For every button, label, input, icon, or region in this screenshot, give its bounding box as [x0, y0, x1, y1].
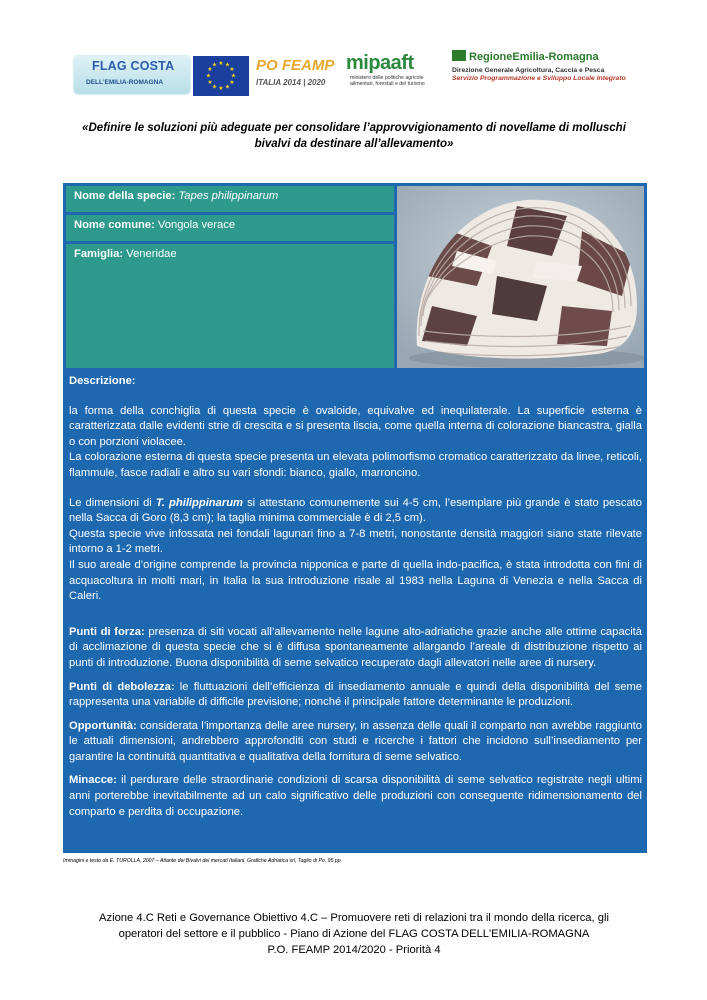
eu-stars-icon — [200, 60, 242, 92]
weaknesses-text: le fluttuazioni dell’efficienza di insediamento annuale e quindi della disponibilità del seme rappresenta una variabile di difficile previsione; nonché il principale fattore determinante le produzioni. — [69, 680, 642, 709]
family-value: Veneridae — [126, 248, 177, 260]
regione-direction: Direzione Generale Agricoltura, Caccia e Pesca — [452, 67, 605, 74]
svg-text:★: ★ — [218, 85, 224, 92]
description-paragraph-2: La colorazione esterna di questa specie presenta un elevata polimorfismo cromatico caratterizzato da linee, reticoli, flammule, fasce radiali e altro su vari sfondi: bianco, giallo, marroncino. — [69, 451, 642, 479]
threats-text: il perdurare delle straordinarie condizioni di scarsa disponibilità di seme selvatico registrate negli ultimi anni porterebbe inevitabilmente ad un calo significativo delle produzioni con conseguente ridimensionamento del comparto e perdita di occupazione. — [69, 774, 642, 818]
mipaaft-line1: ministero delle politiche agricole — [350, 75, 424, 81]
po-feamp-title: PO FEAMP — [256, 57, 335, 74]
svg-text:★: ★ — [229, 78, 235, 86]
header-logos — [74, 48, 634, 104]
description-title — [69, 374, 642, 390]
opportunities-paragraph — [69, 719, 642, 766]
flag-logo-line1: FLAG COSTA — [92, 59, 175, 73]
description-p3-pre: Le dimensioni di — [69, 496, 156, 509]
footer-line-3: P.O. FEAMP 2014/2020 - Priorità 4 — [267, 944, 441, 956]
description-paragraph-4: Questa specie vive infossata nei fondali lagunari fino a 7-8 metri, nonostante densità maggiori siano state rilevate intorno a 1-2 metri. — [69, 527, 642, 556]
svg-text:★: ★ — [211, 61, 218, 69]
opportunities-text: considerata l’importanza delle aree nursery, in assenza delle quali il comparto non avrebbe raggiunto le attuali dimensioni, andrebbero approfonditi con studi e ricerche i fattori che incidono sull’insediamento per garantire la continuità quantitativa e qualitativa della fornitura di seme selvatico. — [69, 719, 642, 763]
flag-logo-line2: DELL'EMILIA-ROMAGNA — [86, 79, 164, 86]
svg-text:★: ★ — [218, 60, 224, 67]
svg-text:★: ★ — [224, 83, 231, 91]
regione-name-text: RegioneEmilia-Romagna — [469, 51, 599, 63]
regione-service: Servizio Programmazione e Sviluppo Locale Integrato — [452, 75, 626, 82]
svg-text:★: ★ — [207, 78, 213, 86]
weaknesses-label: Punti di debolezza: — [69, 680, 175, 693]
footer-line-2: operatori del settore e il pubblico - Piano di Azione del FLAG COSTA DELL'EMILIA-ROMAGNA — [118, 928, 590, 940]
mipaaft-line2: alimentari, forestali e del turismo — [350, 81, 425, 88]
clam-photo — [397, 186, 644, 368]
regione-name — [452, 50, 634, 63]
threats-label: Minacce: — [69, 774, 117, 787]
description-p3-species: T. philippinarum — [155, 496, 244, 509]
flag-costa-logo — [74, 56, 190, 94]
strengths-label: Punti di forza: — [69, 625, 145, 638]
svg-text:★: ★ — [224, 61, 231, 69]
description-paragraph-5: Il suo areale d’origine comprende la provincia nipponica e parte di quella indo-pacifica, è stata introdotta con fini di acquacoltura in molti mari, in Italia la sua introduzione risale al 1983 nella Laguna di Venezia e nella Sacca di Caleri. — [69, 558, 642, 603]
strengths-paragraph — [69, 625, 642, 672]
family-label: Famiglia: — [74, 248, 124, 260]
svg-text:★: ★ — [205, 72, 212, 80]
common-name-value: Vongola verace — [157, 219, 236, 231]
threats-paragraph — [69, 773, 642, 820]
po-feamp-period: ITALIA 2014 | 2020 — [256, 78, 326, 87]
svg-text:★: ★ — [211, 83, 218, 91]
description-paragraph-3 — [69, 496, 642, 527]
species-card — [63, 183, 647, 853]
description-title-text: Descrizione: — [69, 375, 136, 387]
page-footer — [74, 910, 634, 958]
description-paragraph-1: la forma della conchiglia di questa specie è ovaloide, equivalve ed inequilaterale. La superficie esterna è caratterizzata dalle evidenti strie di crescita e si presenta liscia, come quella interna di colorazione biancastra, gialla o con porzioni violacee. — [69, 404, 642, 448]
regione-logo — [452, 50, 634, 83]
family-row — [66, 244, 394, 368]
regione-emblem-icon — [452, 50, 466, 61]
source-citation: Immagini e testo da E. TUROLLA, 2007 – Atlante dei Bivalvi dei mercati Italiani. Grafiche Adriatica srl, Taglio di Po, 95 pp. — [63, 858, 343, 864]
description-p3-post: si attestano comunemente sui 4-5 cm, l’esemplare più grande è stato pescato nella Sacca di Goro (8,3 cm); la taglia minima commerciale è di 2,5 cm). — [69, 496, 643, 525]
common-name-row — [66, 215, 394, 241]
mipaaft-logo — [346, 52, 425, 88]
svg-text:★: ★ — [207, 66, 213, 74]
description-block — [69, 374, 642, 820]
svg-text:★: ★ — [230, 72, 237, 80]
svg-text:★: ★ — [229, 66, 235, 74]
species-name-value: Tapes philippinarum — [178, 190, 279, 202]
footer-line-1: Azione 4.C Reti e Governance Obiettivo 4.C – Promuovere reti di relazioni tra il mondo della ricerca, gli — [99, 912, 609, 924]
po-feamp-logo — [256, 57, 334, 87]
mipaaft-name: mipaaft — [346, 52, 414, 74]
strengths-text: presenza di siti vocati all’allevamento nelle lagune alto-adriatiche grazie anche alle ottime capacità di acclimazione di questa specie che si è diffusa spontaneamente allargando l’areale di distribuzione rispetto ai punti di introduzione. Buona disponibilità di seme selvatico recuperato dagli allevatori nelle aree di nursery. — [69, 625, 643, 669]
clam-shell-illustration — [397, 186, 644, 368]
eu-flag-logo — [193, 56, 249, 96]
species-name-label: Nome della specie: — [74, 190, 176, 202]
page-subtitle: «Definire le soluzioni più adeguate per consolidare l’approvvigionamento di novellame di molluschi bivalvi da destinare all’allevamento» — [82, 122, 626, 150]
common-name-label: Nome comune: — [74, 219, 155, 231]
weaknesses-paragraph — [69, 680, 642, 711]
opportunities-label: Opportunità: — [69, 719, 137, 732]
species-name-row — [66, 186, 394, 212]
